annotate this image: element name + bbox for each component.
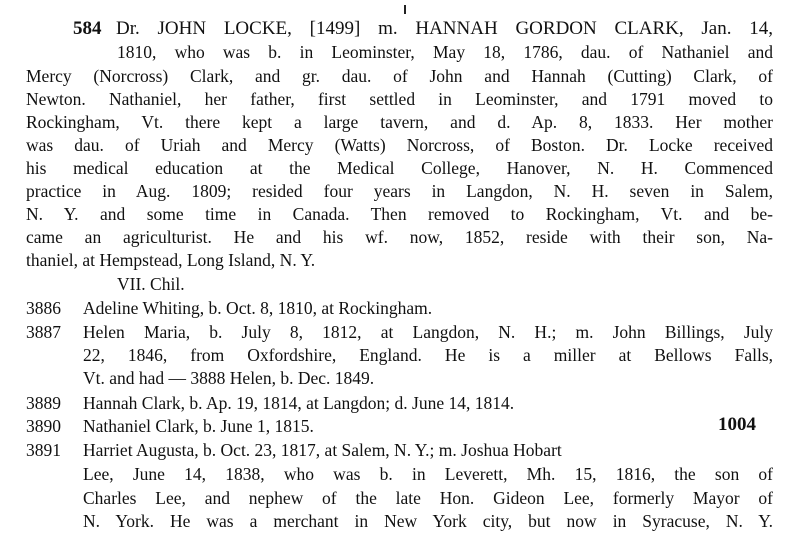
child-number: 3890 <box>26 416 61 436</box>
child-line: 22, 1846, from Oxfordshire, England. He is a miller at Bellows Falls, <box>83 345 773 365</box>
entry-line-5: Rockingham, Vt. there kept a large tavern, and d. Ap. 8, 1833. Her mother <box>26 112 773 132</box>
child-line: Lee, June 14, 1838, who was b. in Leverett, Mh. 15, 1816, the son of <box>83 464 773 484</box>
cross-reference-number: 1004 <box>718 414 756 435</box>
entry-line-7: his medical education at the Medical College, Hanover, N. H. Commenced <box>26 158 773 178</box>
entry-line-4: Newton. Nathaniel, her father, first settled in Leominster, and 1791 moved to <box>26 89 773 109</box>
entry-line-6: was dau. of Uriah and Mercy (Watts) Norcross, of Boston. Dr. Locke received <box>26 135 773 155</box>
child-number: 3887 <box>26 322 61 342</box>
entry-line-3: Mercy (Norcross) Clark, and gr. dau. of John and Hannah (Cutting) Clark, of <box>26 66 773 86</box>
child-line: Harriet Augusta, b. Oct. 23, 1817, at Salem, N. Y.; m. Joshua Hobart <box>83 440 562 460</box>
children-header: VII. Chil. <box>117 274 185 294</box>
print-mark <box>404 5 406 14</box>
entry-line-2: 1810, who was b. in Leominster, May 18, 1786, dau. of Nathaniel and <box>117 42 773 62</box>
entry-line-9: N. Y. and some time in Canada. Then removed to Rockingham, Vt. and be- <box>26 204 773 224</box>
entry-line-10: came an agriculturist. He and his wf. now, 1852, reside with their son, Na- <box>26 227 773 247</box>
entry-line-8: practice in Aug. 1809; resided four years in Langdon, N. H. seven in Salem, <box>26 181 773 201</box>
child-number: 3886 <box>26 298 61 318</box>
child-number: 3889 <box>26 393 61 413</box>
entry-number: 584 <box>73 18 102 39</box>
entry-line-1: Dr. JOHN LOCKE, [1499] m. HANNAH GORDON CLARK, Jan. 14, <box>116 18 773 39</box>
child-line: Hannah Clark, b. Ap. 19, 1814, at Langdon; d. June 14, 1814. <box>83 393 515 413</box>
child-line: Nathaniel Clark, b. June 1, 1815. <box>83 416 314 436</box>
child-line: Adeline Whiting, b. Oct. 8, 1810, at Rockingham. <box>83 298 433 318</box>
child-line: N. York. He was a merchant in New York city, but now in Syracuse, N. Y. <box>83 511 773 531</box>
child-line: Charles Lee, and nephew of the late Hon. Gideon Lee, formerly Mayor of <box>83 488 773 508</box>
child-line: Vt. and had — 3888 Helen, b. Dec. 1849. <box>83 368 375 388</box>
child-number: 3891 <box>26 440 61 460</box>
child-line: Helen Maria, b. July 8, 1812, at Langdon, N. H.; m. John Billings, July <box>83 322 773 342</box>
entry-line-11: thaniel, at Hempstead, Long Island, N. Y. <box>26 250 316 270</box>
